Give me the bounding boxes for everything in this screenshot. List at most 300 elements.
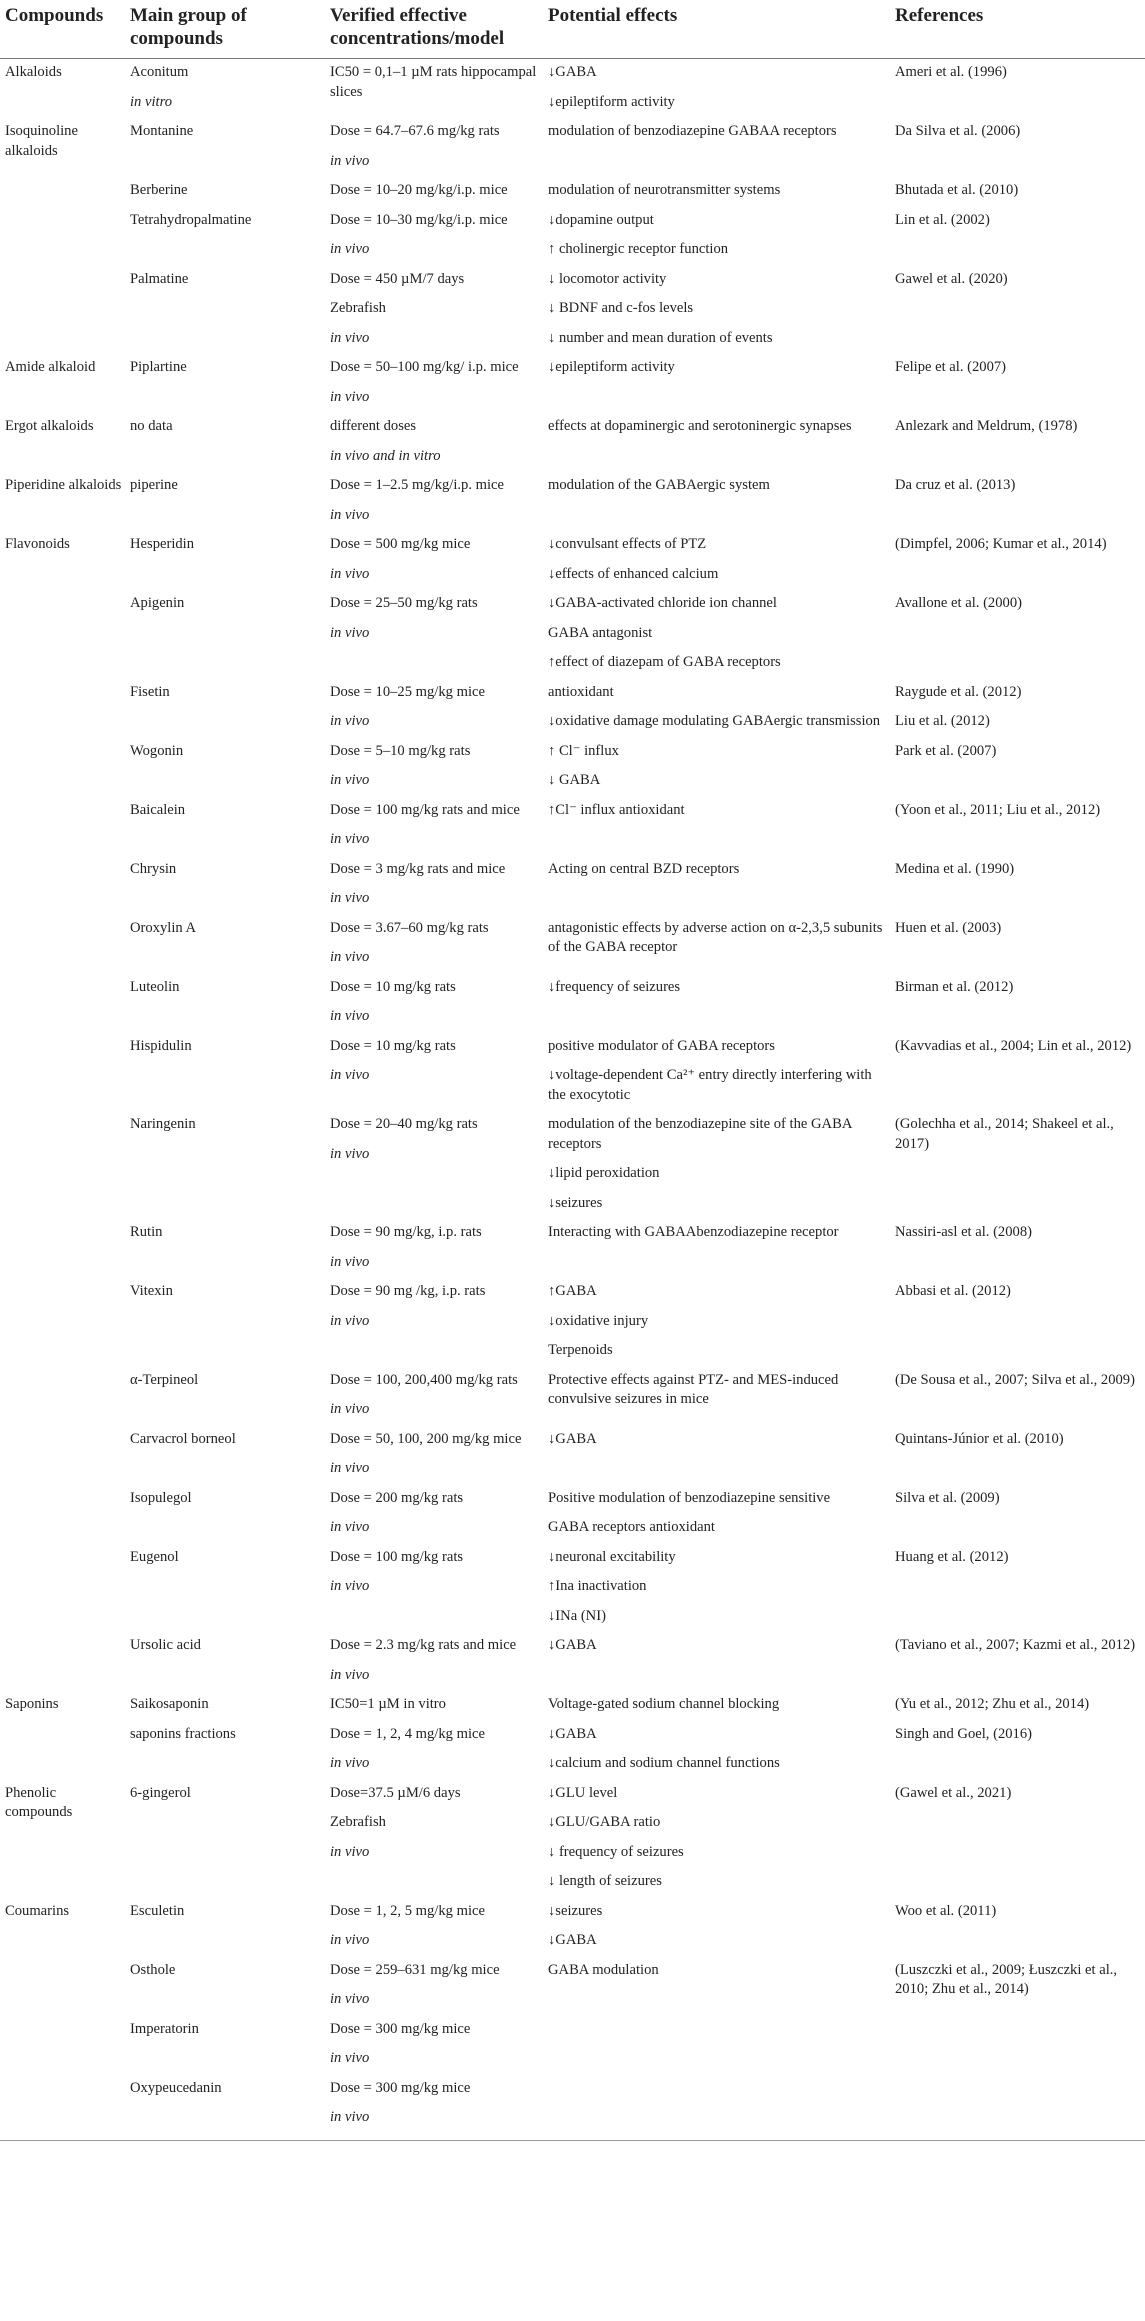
effects-cell-line: ↑GABA <box>548 1283 597 1299</box>
compound-cell-line: Chrysin <box>130 860 177 877</box>
compound-cell-line: Berberine <box>130 182 188 198</box>
compound-cell <box>130 266 330 355</box>
group-name-cell <box>0 177 130 207</box>
references-cell <box>895 413 1145 472</box>
table-row <box>0 974 1145 1033</box>
compound-cell <box>130 974 330 1033</box>
effects-cell-line: ↑effect of diazepam of GABA receptors <box>548 654 781 670</box>
effects-cell-line: Voltage-gated sodium channel blocking <box>548 1696 780 1712</box>
concentration-cell-line: Dose = 300 mg/kg mice <box>330 2079 471 2096</box>
group-name-cell <box>0 1426 130 1485</box>
table-row <box>0 207 1145 266</box>
effects-cell-line: ↑ cholinergic receptor function <box>548 241 729 257</box>
references-cell <box>895 1426 1145 1485</box>
effects-cell-line: ↓ number and mean duration of events <box>548 329 773 346</box>
references-cell-line: Nassiri-asl et al. (2008) <box>895 1224 1032 1240</box>
compound-cell-line: Vitexin <box>130 1283 173 1299</box>
compound-cell-line: Tetrahydropalmatine <box>130 211 252 228</box>
concentration-cell <box>330 1632 548 1691</box>
effects-cell <box>548 2075 895 2134</box>
concentration-cell-line: Dose = 1–2.5 mg/kg/i.p. mice <box>330 477 505 493</box>
concentration-cell <box>330 1721 548 1780</box>
effects-cell-line: ↓convulsant effects of PTZ <box>548 536 707 552</box>
compound-cell-line: no data <box>130 418 173 434</box>
references-cell <box>895 1278 1145 1367</box>
effects-cell <box>548 472 895 531</box>
effects-cell <box>548 1278 895 1367</box>
effects-cell <box>548 354 895 413</box>
compound-cell <box>130 1278 330 1367</box>
concentration-cell-line: Dose = 200 mg/kg rats <box>330 1489 464 1506</box>
effects-cell <box>548 531 895 590</box>
effects-cell <box>548 1780 895 1898</box>
effects-cell <box>548 1544 895 1633</box>
table-row <box>0 1691 1145 1721</box>
compound-cell-line: Rutin <box>130 1224 163 1240</box>
references-cell <box>895 354 1145 413</box>
group-name-cell <box>0 590 130 679</box>
effects-cell <box>548 590 895 679</box>
table-row <box>0 1957 1145 2016</box>
references-cell-line: (Yoon et al., 2011; Liu et al., 2012) <box>895 801 1101 818</box>
table-row <box>0 1898 1145 1957</box>
concentration-cell <box>330 354 548 413</box>
table-row <box>0 1780 1145 1898</box>
table-row <box>0 2075 1145 2134</box>
references-cell-line: (Taviano et al., 2007; Kazmi et al., 2012) <box>895 1637 1136 1653</box>
concentration-cell-line: Dose = 10–25 mg/kg mice <box>330 683 485 700</box>
effects-cell <box>548 738 895 797</box>
compound-cell-line: 6-gingerol <box>130 1784 191 1801</box>
concentration-cell-line: in vivo <box>330 949 370 965</box>
compound-cell-line: Hispidulin <box>130 1037 192 1054</box>
effects-cell <box>548 1367 895 1426</box>
table-row <box>0 177 1145 207</box>
header-concentrations: Verified effective concentrations/model <box>330 5 505 49</box>
compound-cell <box>130 797 330 856</box>
concentration-cell <box>330 679 548 738</box>
group-name-cell <box>0 1721 130 1780</box>
references-cell <box>895 1632 1145 1691</box>
effects-cell-line: ↓seizures <box>548 1902 603 1919</box>
concentration-cell-line: in vivo <box>330 713 370 729</box>
concentration-cell-line: Dose = 3 mg/kg rats and mice <box>330 860 506 877</box>
compound-cell-line: piperine <box>130 477 178 493</box>
table-row <box>0 797 1145 856</box>
references-cell-line: Singh and Goel, (2016) <box>895 1725 1033 1742</box>
concentration-cell-line: IC50 = 0,1–1 µM rats hippocampal slices <box>330 64 537 100</box>
effects-cell-line: ↓GABA <box>548 1932 597 1948</box>
references-cell <box>895 1485 1145 1544</box>
effects-cell <box>548 974 895 1033</box>
references-cell <box>895 915 1145 974</box>
effects-cell-line: ↓GABA <box>548 1430 597 1447</box>
group-name-cell: Phenolic compounds <box>5 1784 73 1820</box>
compound-cell-line: Apigenin <box>130 595 185 611</box>
header-potential-effects: Potential effects <box>548 5 678 26</box>
effects-cell <box>548 207 895 266</box>
references-cell <box>895 679 1145 738</box>
concentration-cell-line: in vivo <box>330 1401 370 1417</box>
effects-cell <box>548 1219 895 1278</box>
concentration-cell-line: Dose = 90 mg /kg, i.p. rats <box>330 1283 486 1299</box>
references-cell <box>895 1219 1145 1278</box>
references-cell <box>895 1111 1145 1219</box>
references-cell <box>895 59 1145 119</box>
table-bottom-rule <box>0 2140 1145 2141</box>
compound-cell <box>130 1691 330 1721</box>
references-cell <box>895 738 1145 797</box>
concentration-cell <box>330 266 548 355</box>
effects-cell-line: ↓epileptiform activity <box>548 93 675 110</box>
references-cell-line: Bhutada et al. (2010) <box>895 182 1019 198</box>
effects-cell-line: ↓GABA <box>548 1637 597 1653</box>
effects-cell <box>548 1485 895 1544</box>
effects-cell-line: ↓dopamine output <box>548 211 654 228</box>
concentration-cell-line: Zebrafish <box>330 1814 386 1830</box>
references-cell <box>895 531 1145 590</box>
concentration-cell-line: in vivo <box>330 1843 370 1860</box>
group-name-cell <box>0 2075 130 2134</box>
effects-cell-line: ↓GABA <box>548 64 597 80</box>
table-row <box>0 59 1145 119</box>
references-cell-line: Abbasi et al. (2012) <box>895 1283 1011 1299</box>
effects-cell-line: Positive modulation of benzodiazepine sensitive <box>548 1489 831 1506</box>
concentration-cell-line: in vivo <box>330 1145 370 1162</box>
compound-cell-line: in vitro <box>130 93 173 110</box>
concentration-cell-line: Dose = 10 mg/kg rats <box>330 978 456 995</box>
effects-cell-line: ↓epileptiform activity <box>548 359 675 375</box>
group-name-cell <box>0 266 130 355</box>
references-cell-line: (Yu et al., 2012; Zhu et al., 2014) <box>895 1696 1090 1712</box>
group-name-cell <box>0 1278 130 1367</box>
effects-cell-line: ↓oxidative injury <box>548 1312 649 1329</box>
references-cell <box>895 266 1145 355</box>
concentration-cell-line: Dose = 50, 100, 200 mg/kg mice <box>330 1430 522 1447</box>
concentration-cell-line: in vivo <box>330 1460 370 1476</box>
concentration-cell-line: Dose = 50–100 mg/kg/ i.p. mice <box>330 359 519 375</box>
concentration-cell-line: Dose = 300 mg/kg mice <box>330 2020 471 2037</box>
effects-cell-line: ↓effects of enhanced calcium <box>548 565 719 582</box>
table-row <box>0 472 1145 531</box>
references-cell-line: Ameri et al. (1996) <box>895 64 1007 80</box>
effects-cell-line: antioxidant <box>548 683 614 700</box>
effects-cell <box>548 413 895 472</box>
table-row <box>0 1544 1145 1633</box>
references-cell <box>895 1957 1145 2016</box>
compound-cell-line: Esculetin <box>130 1902 185 1919</box>
effects-cell-line: Acting on central BZD receptors <box>548 860 740 877</box>
concentration-cell <box>330 738 548 797</box>
references-cell <box>895 1780 1145 1898</box>
concentration-cell-line: Dose = 25–50 mg/kg rats <box>330 595 478 611</box>
table-row <box>0 118 1145 177</box>
effects-cell <box>548 266 895 355</box>
header-compounds: Compounds <box>5 5 104 26</box>
concentration-cell-line: in vivo <box>330 1253 370 1270</box>
effects-cell-line: ↓GABA <box>548 1725 597 1742</box>
group-section <box>0 413 1145 472</box>
concentration-cell-line: in vivo <box>330 624 370 641</box>
group-name-cell <box>0 1111 130 1219</box>
effects-cell-line: positive modulator of GABA receptors <box>548 1037 775 1054</box>
references-cell-line: Lin et al. (2002) <box>895 211 990 228</box>
effects-cell <box>548 1721 895 1780</box>
effects-cell <box>548 679 895 738</box>
compound-cell <box>130 1426 330 1485</box>
concentration-cell <box>330 59 548 119</box>
compound-cell <box>130 1033 330 1112</box>
concentration-cell-line: in vivo <box>330 152 370 169</box>
compound-cell <box>130 1485 330 1544</box>
concentration-cell <box>330 1691 548 1721</box>
concentration-cell-line: Dose = 90 mg/kg, i.p. rats <box>330 1224 482 1240</box>
compound-cell <box>130 2075 330 2134</box>
effects-cell-line: modulation of neurotransmitter systems <box>548 182 781 198</box>
concentration-cell-line: Dose = 450 µM/7 days <box>330 270 465 287</box>
concentration-cell-line: different doses <box>330 418 417 434</box>
references-cell <box>895 2016 1145 2075</box>
compound-cell-line: Naringenin <box>130 1116 196 1132</box>
table-row <box>0 1426 1145 1485</box>
references-cell-line: Felipe et al. (2007) <box>895 359 1007 375</box>
references-cell-line: Huang et al. (2012) <box>895 1548 1009 1565</box>
effects-cell-line: GABA modulation <box>548 1961 659 1978</box>
compound-cell-line: Piplartine <box>130 359 187 375</box>
group-name-cell <box>0 974 130 1033</box>
effects-cell-line: Protective effects against PTZ- and MES-induced convulsive seizures in mice <box>548 1371 839 1407</box>
effects-cell <box>548 1957 895 2016</box>
table-row <box>0 413 1145 472</box>
effects-cell-line: Terpenoids <box>548 1342 613 1358</box>
effects-cell-line: ↓ BDNF and c-fos levels <box>548 300 694 316</box>
concentration-cell-line: in vivo <box>330 241 370 257</box>
compound-cell <box>130 118 330 177</box>
group-name-cell <box>0 679 130 738</box>
concentration-cell-line: Dose = 10–30 mg/kg/i.p. mice <box>330 211 508 228</box>
header-main-group: Main group of compounds <box>130 5 247 49</box>
compound-cell <box>130 59 330 119</box>
effects-cell-line: modulation of the benzodiazepine site of the GABA receptors <box>548 1116 852 1152</box>
references-cell-line: Liu et al. (2012) <box>895 713 990 729</box>
references-cell <box>895 2075 1145 2134</box>
table-row <box>0 1632 1145 1691</box>
concentration-cell-line: in vivo <box>330 1008 370 1024</box>
references-cell <box>895 1898 1145 1957</box>
group-name-cell: Ergot alkaloids <box>5 418 94 434</box>
effects-cell-line: ↓GABA-activated chloride ion channel <box>548 595 777 611</box>
compound-cell <box>130 531 330 590</box>
references-cell-line: (Golechha et al., 2014; Shakeel et al., 2017) <box>895 1116 1114 1152</box>
effects-cell <box>548 1426 895 1485</box>
references-cell-line: Park et al. (2007) <box>895 742 997 759</box>
references-cell-line: (Kavvadias et al., 2004; Lin et al., 2012) <box>895 1037 1132 1054</box>
group-name-cell <box>0 1485 130 1544</box>
concentration-cell-line: Dose = 100, 200,400 mg/kg rats <box>330 1371 518 1388</box>
effects-cell <box>548 2016 895 2075</box>
concentration-cell-line: in vivo <box>330 772 370 788</box>
group-name-cell <box>0 797 130 856</box>
concentration-cell-line: IC50=1 µM in vitro <box>330 1696 446 1712</box>
compound-cell <box>130 413 330 472</box>
group-name-cell <box>0 1632 130 1691</box>
compound-cell-line: Aconitum <box>130 64 189 80</box>
table-row <box>0 354 1145 413</box>
concentration-cell <box>330 1957 548 2016</box>
concentration-cell-line: in vivo <box>330 329 370 346</box>
effects-cell <box>548 59 895 119</box>
effects-cell <box>548 118 895 177</box>
concentration-cell-line: Dose = 500 mg/kg mice <box>330 536 471 552</box>
concentration-cell <box>330 207 548 266</box>
compound-cell <box>130 590 330 679</box>
effects-cell-line: ↓ GABA <box>548 772 601 788</box>
compound-cell <box>130 472 330 531</box>
effects-cell <box>548 915 895 974</box>
concentration-cell-line: in vivo <box>330 1755 370 1771</box>
references-cell-line: Avallone et al. (2000) <box>895 595 1022 611</box>
table-row <box>0 679 1145 738</box>
references-cell-line: (De Sousa et al., 2007; Silva et al., 2009) <box>895 1371 1135 1388</box>
compound-cell <box>130 915 330 974</box>
group-name-cell <box>0 207 130 266</box>
concentration-cell-line: Dose = 100 mg/kg rats and mice <box>330 801 520 818</box>
references-cell-line: (Gawel et al., 2021) <box>895 1784 1012 1801</box>
compound-cell-line: Montanine <box>130 123 194 139</box>
references-cell <box>895 118 1145 177</box>
effects-cell-line: ↓GLU level <box>548 1784 618 1801</box>
concentration-cell <box>330 118 548 177</box>
group-name-cell <box>0 915 130 974</box>
concentration-cell <box>330 590 548 679</box>
compound-cell <box>130 354 330 413</box>
effects-cell-line: ↓ locomotor activity <box>548 270 667 287</box>
concentration-cell <box>330 797 548 856</box>
references-cell <box>895 974 1145 1033</box>
compound-cell-line: Isopulegol <box>130 1489 192 1506</box>
concentration-cell-line: in vivo and in vitro <box>330 447 441 464</box>
header-row <box>0 0 1145 59</box>
references-cell-line: Anlezark and Meldrum, (1978) <box>895 418 1078 434</box>
compound-cell <box>130 856 330 915</box>
concentration-cell <box>330 1544 548 1633</box>
table-row <box>0 1111 1145 1219</box>
concentration-cell-line: Zebrafish <box>330 300 386 316</box>
effects-cell-line: ↓frequency of seizures <box>548 978 681 995</box>
concentration-cell <box>330 531 548 590</box>
concentration-cell-line: Dose = 100 mg/kg rats <box>330 1548 464 1565</box>
references-cell-line: Silva et al. (2009) <box>895 1489 1000 1506</box>
compound-cell-line: Eugenol <box>130 1548 179 1565</box>
compound-cell-line: Oxypeucedanin <box>130 2079 222 2096</box>
effects-cell-line: ↑Ina inactivation <box>548 1578 647 1594</box>
effects-cell <box>548 177 895 207</box>
group-name-cell <box>0 738 130 797</box>
effects-cell-line: ↓GLU/GABA ratio <box>548 1814 661 1830</box>
table-row <box>0 1219 1145 1278</box>
compound-cell <box>130 679 330 738</box>
effects-cell-line: ↓lipid peroxidation <box>548 1165 660 1181</box>
concentration-cell <box>330 2016 548 2075</box>
group-name-cell <box>0 1033 130 1112</box>
concentration-cell-line: Dose = 20–40 mg/kg rats <box>330 1116 478 1132</box>
compound-cell <box>130 1780 330 1898</box>
group-section <box>0 354 1145 413</box>
concentration-cell <box>330 1485 548 1544</box>
concentration-cell-line: Dose = 10–20 mg/kg/i.p. mice <box>330 182 508 198</box>
concentration-cell-line: Dose = 64.7–67.6 mg/kg rats <box>330 123 500 139</box>
concentration-cell-line: in vivo <box>330 2109 370 2125</box>
references-cell-line: Birman et al. (2012) <box>895 978 1014 995</box>
references-cell-line: (Luszczki et al., 2009; Łuszczki et al., 2010; Zhu et al., 2014) <box>895 1961 1118 1997</box>
compound-cell-line: Oroxylin A <box>130 919 197 936</box>
concentration-cell <box>330 1426 548 1485</box>
concentration-cell-line: in vivo <box>330 890 370 906</box>
effects-cell-line: ↑Cl⁻ influx antioxidant <box>548 801 685 818</box>
table-row <box>0 1033 1145 1112</box>
effects-cell-line: modulation of the GABAergic system <box>548 477 770 493</box>
concentration-cell-line: in vivo <box>330 565 370 582</box>
references-cell-line: Raygude et al. (2012) <box>895 683 1022 700</box>
concentration-cell-line: in vivo <box>330 2050 370 2066</box>
group-section <box>0 472 1145 531</box>
concentration-cell-line: in vivo <box>330 1932 370 1948</box>
group-name-cell: Piperidine alkaloids <box>5 477 122 493</box>
concentration-cell <box>330 1219 548 1278</box>
group-name-cell: Isoquinoline alkaloids <box>5 123 78 159</box>
compound-cell-line: Palmatine <box>130 270 189 287</box>
concentration-cell-line: Dose = 1, 2, 4 mg/kg mice <box>330 1725 485 1742</box>
concentration-cell-line: in vivo <box>330 1067 370 1083</box>
compound-cell-line: Imperatorin <box>130 2020 199 2037</box>
group-section <box>0 59 1145 119</box>
table-row <box>0 738 1145 797</box>
effects-cell-line: ↓ length of seizures <box>548 1873 662 1889</box>
references-cell <box>895 177 1145 207</box>
group-name-cell <box>0 2016 130 2075</box>
compound-cell-line: α-Terpineol <box>130 1371 199 1388</box>
references-cell-line: Woo et al. (2011) <box>895 1902 997 1919</box>
compound-cell <box>130 1721 330 1780</box>
references-cell <box>895 1544 1145 1633</box>
effects-cell <box>548 1898 895 1957</box>
references-cell <box>895 590 1145 679</box>
compound-cell <box>130 1219 330 1278</box>
table-row <box>0 1721 1145 1780</box>
effects-cell-line: ↓calcium and sodium channel functions <box>548 1755 780 1771</box>
effects-cell-line: antagonistic effects by adverse action on α-2,3,5 subunits of the GABA receptor <box>548 919 883 955</box>
concentration-cell-line: Dose=37.5 µM/6 days <box>330 1784 461 1801</box>
references-cell <box>895 472 1145 531</box>
effects-cell <box>548 1691 895 1721</box>
compound-cell-line: Carvacrol borneol <box>130 1430 236 1447</box>
table-row <box>0 531 1145 590</box>
group-section <box>0 531 1145 1691</box>
references-cell <box>895 207 1145 266</box>
concentration-cell <box>330 915 548 974</box>
effects-cell-line: ↓neuronal excitability <box>548 1548 676 1565</box>
compound-cell <box>130 1367 330 1426</box>
concentration-cell-line: in vivo <box>330 1578 370 1594</box>
concentration-cell <box>330 413 548 472</box>
effects-cell <box>548 1632 895 1691</box>
compound-cell <box>130 1898 330 1957</box>
effects-cell-line: GABA receptors antioxidant <box>548 1519 715 1535</box>
references-cell-line: Gawel et al. (2020) <box>895 270 1008 287</box>
compound-cell-line: saponins fractions <box>130 1725 236 1742</box>
concentration-cell <box>330 472 548 531</box>
references-cell <box>895 1691 1145 1721</box>
